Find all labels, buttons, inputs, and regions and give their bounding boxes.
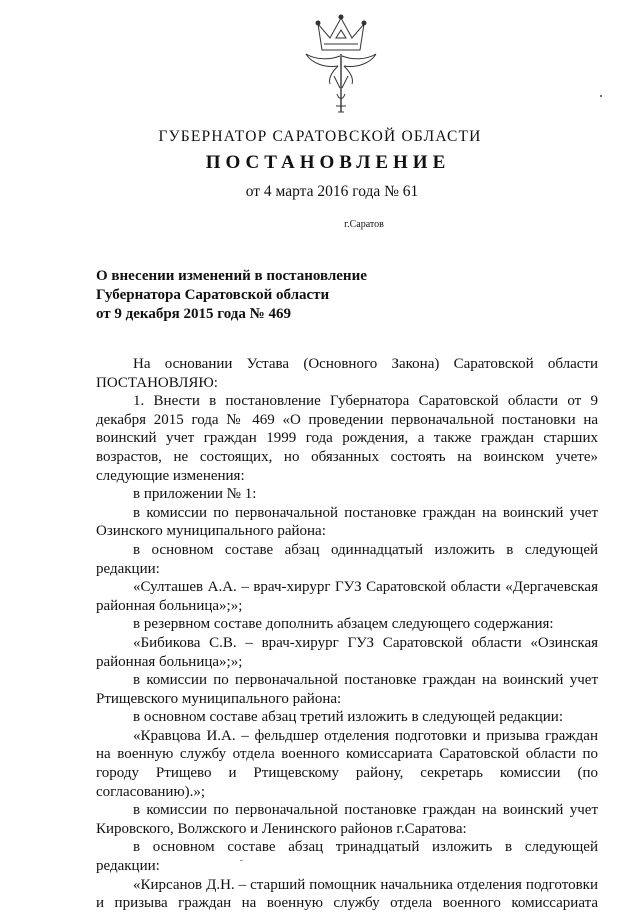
document-body: [96, 355, 598, 913]
body-paragraph: в основном составе абзац тринадцатый изложить в следующей редакции:: [96, 839, 598, 875]
body-paragraph: в основном составе абзац третий изложить в следующей редакции:: [133, 709, 563, 726]
body-paragraph: «Кравцова И.А. – фельдшер отделения подготовки и призыва граждан на военную службу отдела военного комиссариата Саратовской области по городу Ртищево и Ртищевскому району, секретарь комиссии (по согласованию).»;: [96, 727, 598, 800]
body-paragraph: 1. Внести в постановление Губернатора Саратовской области от 9 декабря 2015 года № 469 «О проведении первоначальной постановки на воинский учет граждан 1999 года рождения, а также граждан старших возрастов, не состоящих, но обязанных состоять на воинском учете» следующие изменения:: [96, 393, 598, 484]
body-paragraph: в комиссии по первоначальной постановке граждан на воинский учет Ртищевского муниципального района:: [96, 672, 598, 707]
document-subject: [96, 267, 536, 324]
body-paragraph: ПОСТАНОВЛЯЮ:: [96, 374, 218, 391]
scan-mark: [600, 95, 602, 97]
body-paragraph: «Султашев А.А. – врач-хирург ГУЗ Саратовской области «Дергачевская районная больница»;»;: [96, 579, 598, 614]
subject-line: О внесении изменений в постановление: [96, 268, 367, 284]
body-paragraph: «Кирсанов Д.Н. – старший помощник начальника отделения подготовки и призыва граждан на военную службу отдела военного комиссариата: [96, 876, 598, 912]
body-paragraph: в основном составе абзац одиннадцатый изложить в следующей редакции:: [96, 541, 598, 577]
body-paragraph: «Бибикова С.В. – врач-хирург ГУЗ Саратовской области «Озинская районная больница»;»;: [96, 634, 598, 670]
body-paragraph: в комиссии по первоначальной постановке граждан на воинский учет Кировского, Волжского и Ленинского районов г.Саратова:: [96, 802, 598, 837]
issuing-authority: ГУБЕРНАТОР САРАТОВСКОЙ ОБЛАСТИ: [158, 128, 482, 145]
subject-line: от 9 декабря 2015 года № 469: [96, 306, 291, 322]
document-city: г.Саратов: [344, 219, 384, 230]
document-date-number: от 4 марта 2016 года № 61: [245, 183, 419, 200]
crown-emblem-icon: [292, 10, 390, 120]
document-type: ПОСТАНОВЛЕНИЕ: [205, 152, 451, 173]
body-paragraph: в комиссии по первоначальной постановке граждан на воинский учет Озинского муниципального района:: [96, 504, 598, 540]
body-paragraph: в резервном составе дополнить абзацем следующего содержания:: [133, 616, 554, 633]
body-paragraph: На основании Устава (Основного Закона) Саратовской области: [133, 356, 598, 372]
body-paragraph: в приложении № 1:: [133, 486, 257, 503]
subject-line: Губернатора Саратовской области: [96, 287, 330, 303]
